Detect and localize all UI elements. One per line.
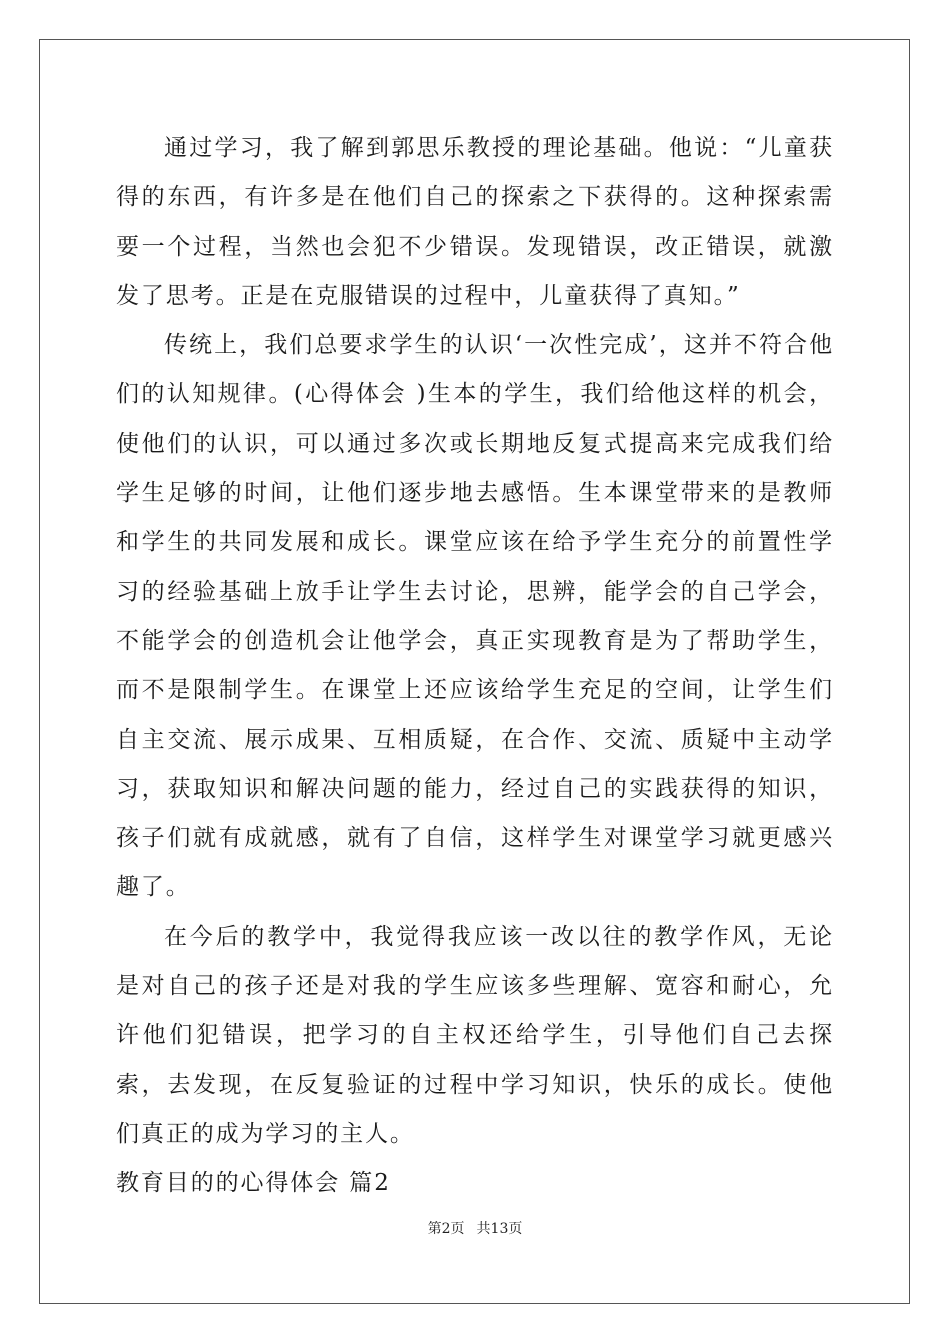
section-heading: 教育目的的心得体会 篇2	[116, 1170, 391, 1197]
page-total: 共13页	[476, 1221, 523, 1237]
page-number: 第2页	[427, 1221, 465, 1237]
page-footer	[0, 1218, 950, 1238]
document-body	[116, 124, 834, 1209]
paragraph-2: 传统上，我们总要求学生的认识‘一次性完成’，这并不符合他们的认知规律。(心得体会 )生本的学生，我们给他这样的机会，使他们的认识，可以通过多次或长期地反复式提高来完成我们给学生足够的时间，让他们逐步地去感悟。生本课堂带来的是教师和学生的共同发展和成长。课堂应该在给予学生充分的前置性学习的经验基础上放手让学生去讨论，思辨，能学会的自己学会，不能学会的创造机会让他学会，真正实现教育是为了帮助学生，而不是限制学生。在课堂上还应该给学生充足的空间，让学生们自主交流、展示成果、互相质疑，在合作、交流、质疑中主动学习，获取知识和解决问题的能力，经过自己的实践获得的知识，孩子们就有成就感，就有了自信，这样学生对课堂学习就更感兴趣了。	[116, 332, 834, 901]
paragraph-3: 在今后的教学中，我觉得我应该一改以往的教学作风，无论是对自己的孩子还是对我的学生应该多些理解、宽容和耐心，允许他们犯错误，把学习的自主权还给学生，引导他们自己去探索，去发现，在反复验证的过程中学习知识，快乐的成长。使他们真正的成为学习的主人。	[116, 923, 834, 1147]
paragraph-1: 通过学习，我了解到郭思乐教授的理论基础。他说：“儿童获得的东西，有许多是在他们自己的探索之下获得的。这种探索需要一个过程，当然也会犯不少错误。发现错误，改正错误，就激发了思考。正是在克服错误的过程中，儿童获得了真知。”	[116, 135, 834, 309]
